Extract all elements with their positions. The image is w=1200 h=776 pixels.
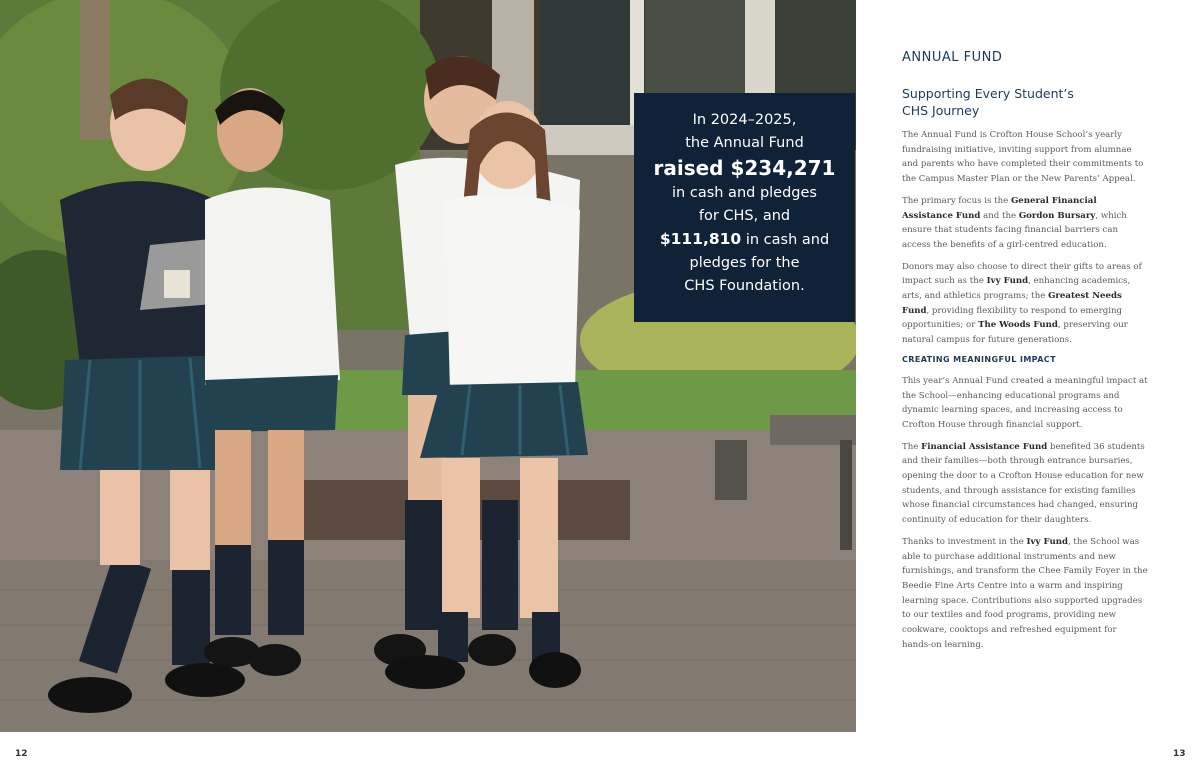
text-run: , which ensure that students facing financial barriers can access the benefits of a girl-centred education. — [902, 210, 1127, 250]
article-subtitle: Supporting Every Student’s CHS Journey — [902, 86, 1074, 118]
callout-line-5: for CHS, and — [698, 208, 791, 224]
text-run: , the School was able to purchase additional instruments and new furnishings, and transform the Chee Family Foyer in the Beedie Fine Arts Centre into a warm and inspiring learning space. Contributions also supported upgrades to our textiles and food programs, providing new cookware, cooktops and refreshed equipment for hands-on learning. — [902, 536, 1148, 650]
paragraph-impact: This year’s Annual Fund created a meaningful impact at the School—enhancing educational programs and dynamic learning spaces, and increasing access to Crofton House through financial support. — [902, 375, 1148, 430]
paragraph-primary-focus — [902, 194, 1148, 253]
callout-line-1: In 2024–2025, — [692, 112, 797, 128]
callout-amount-chs: raised $234,271 — [653, 156, 836, 180]
text-run: The primary focus is the — [902, 195, 1011, 206]
section-heading: CREATING MEANINGFUL IMPACT — [902, 354, 1056, 364]
article-column — [902, 50, 1148, 660]
callout-line-6 — [642, 228, 847, 252]
text-run: , preserving our natural campus for future generations. — [902, 320, 1128, 346]
text-run: , enhancing academics, arts, and athletics programs; the — [902, 276, 1131, 302]
paragraph-financial-assistance — [902, 440, 1148, 528]
fund-name: The Woods Fund — [978, 320, 1058, 331]
fund-name: Greatest Needs Fund — [902, 291, 1122, 316]
fund-name: Gordon Bursary — [1018, 210, 1096, 221]
text-run: and the — [980, 210, 1019, 221]
text-run: benefited 36 students and their families—both through entrance bursaries, opening the door to a Crofton House education for new students, and through assistance for existing families whose financial circumstances had changed, ensuring continuity of education for their daughters. — [902, 441, 1145, 526]
fundraising-callout — [634, 93, 855, 322]
paragraph-intro: The Annual Fund is Crofton House School’s yearly fundraising initiative, inviting support from alumnae and parents who have completed their commitments to the Campus Master Plan or the New Parents’ Appeal. — [902, 130, 1144, 185]
fund-name: Financial Assistance Fund — [921, 441, 1048, 452]
callout-amount-foundation: $111,810 — [659, 230, 742, 248]
section-eyebrow: ANNUAL FUND — [902, 50, 1003, 65]
callout-line-7: pledges for the — [689, 255, 800, 271]
page-number-right: 13 — [1173, 749, 1186, 759]
text-run: Donors may also choose to direct their gifts to areas of impact such as the — [902, 261, 1142, 287]
callout-line-2: the Annual Fund — [685, 135, 804, 151]
text-run: The — [902, 441, 922, 452]
callout-line-4: in cash and pledges — [672, 185, 817, 201]
text-run: Thanks to investment in the — [902, 536, 1027, 547]
paragraph-donor-options — [902, 260, 1148, 348]
fund-name: Ivy Fund — [1026, 536, 1068, 547]
paragraph-ivy-fund — [902, 535, 1148, 653]
callout-line-8: CHS Foundation. — [684, 278, 805, 294]
fund-name: Ivy Fund — [986, 276, 1029, 287]
fund-name: General Financial Assistance Fund — [902, 195, 1097, 221]
text-run: , providing flexibility to respond to emerging opportunities; or — [902, 305, 1123, 331]
callout-line-6-rest: in cash and — [741, 232, 830, 248]
page-number-left: 12 — [15, 749, 28, 759]
